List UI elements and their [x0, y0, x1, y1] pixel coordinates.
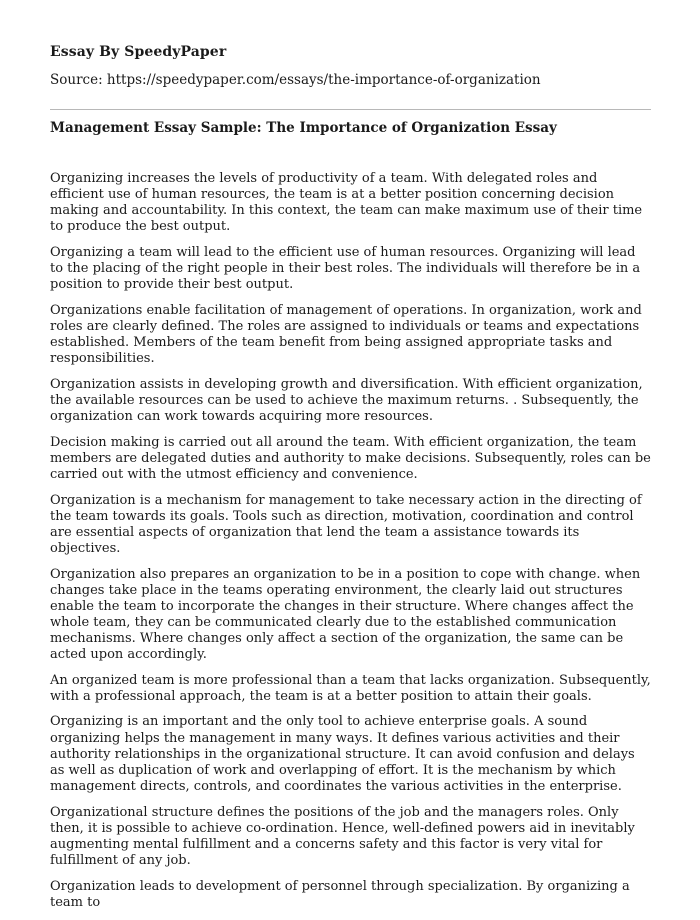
paragraph: An organized team is more professional than a team that lacks organization. Subsequently, with a professional approach, the team is at a better position to attain their goals.: [50, 672, 651, 704]
header-divider: [50, 109, 651, 110]
brand-heading: Essay By SpeedyPaper: [50, 44, 227, 60]
paragraph: Organizational structure defines the positions of the job and the managers roles. Only then, it is possible to achieve co-ordination. Hence, well-defined powers aid in inevitably augmenting mental fulfillment and a concerns safety and this factor is very vital for fulfillment of any job.: [50, 804, 635, 868]
paragraph: Decision making is carried out all around the team. With efficient organization, the team members are delegated duties and authority to make decisions. Subsequently, roles can be carried out with the utmost efficiency and convenience.: [50, 434, 651, 482]
paragraph: Organization leads to development of personnel through specialization. By organizing a team to: [50, 878, 630, 910]
paragraph: Organization is a mechanism for management to take necessary action in the directing of the team towards its goals. Tools such as direction, motivation, coordination and control are essential aspects of organization that lend the team a assistance towards its objectives.: [50, 492, 642, 556]
essay-title: Management Essay Sample: The Importance of Organization Essay: [50, 120, 557, 136]
source-line: Source: https://speedypaper.com/essays/the-importance-of-organization: [50, 72, 541, 88]
paragraph: Organizing a team will lead to the efficient use of human resources. Organizing will lead to the placing of the right people in their best roles. The individuals will therefore be in a position to provide their best output.: [50, 244, 641, 293]
paragraph: Organizations enable facilitation of management of operations. In organization, work and roles are clearly defined. The roles are assigned to individuals or teams and expectations established. Members of the team benefit from being assigned appropriate tasks and responsibilities.: [50, 302, 642, 367]
paragraph: Organizing increases the levels of productivity of a team. With delegated roles and efficient use of human resources, the team is at a better position concerning decision making and accountability. In this context, the team can make maximum use of their time to produce the best output.: [50, 171, 643, 235]
paragraph: Organization assists in developing growth and diversification. With efficient organization, the available resources can be used to achieve the maximum returns. . Subsequently, the organization can work towards acquiring more resources.: [50, 376, 643, 424]
paragraph: Organization also prepares an organization to be in a position to cope with change. when changes take place in the teams operating environment, the clearly laid out structures enable the team to incorporate the changes in their structure. Where changes affect the whole team, they can be communicated clearly due to the established communication mechanisms. Where changes only affect a section of the organization, the same can be acted upon accordingly.: [50, 566, 641, 662]
essay-body: [50, 171, 652, 920]
paragraph: Organizing is an important and the only tool to achieve enterprise goals. A sound organizing helps the management in many ways. It defines various activities and their authority relationships in the organizational structure. It can avoid confusion and delays as well as duplication of work and overlapping of effort. It is the mechanism by which management directs, controls, and coordinates the various activities in the enterprise.: [50, 714, 635, 794]
